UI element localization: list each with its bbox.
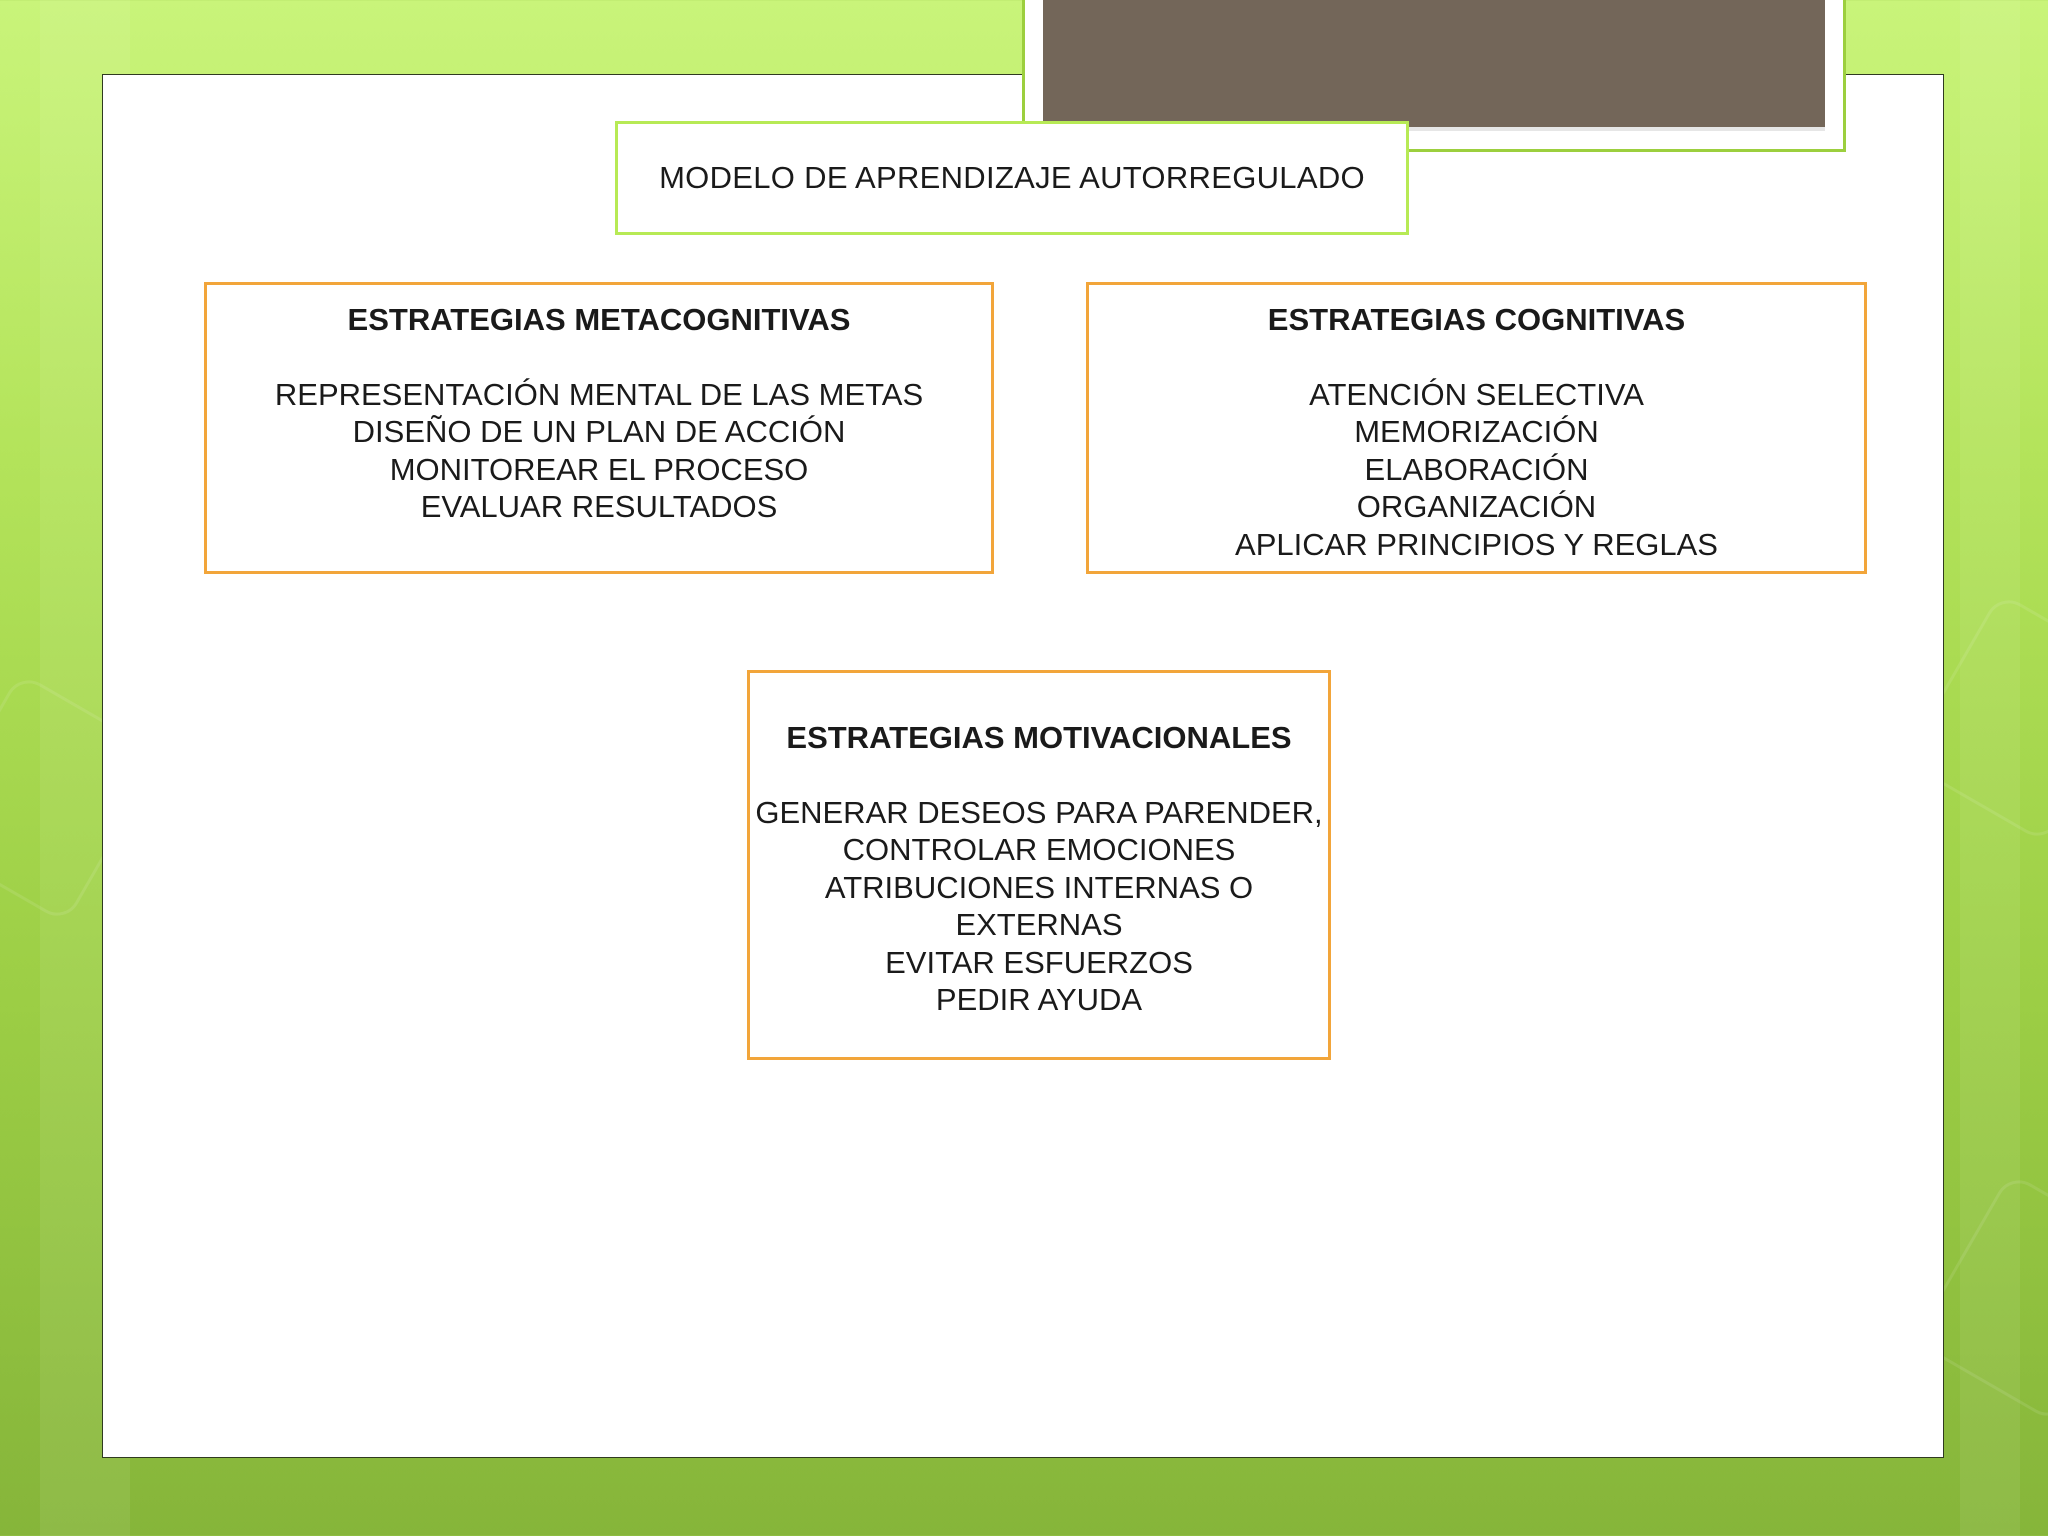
list-item: ORGANIZACIÓN — [1356, 489, 1597, 524]
list-item: GENERAR DESEOS PARA PARENDER, — [755, 794, 1323, 830]
metacognitive-heading: ESTRATEGIAS METACOGNITIVAS — [347, 302, 851, 337]
list-item: EXTERNAS — [955, 907, 1123, 942]
picture-placeholder — [1043, 0, 1825, 131]
list-item: REPRESENTACIÓN MENTAL DE LAS METAS — [274, 376, 924, 412]
page-title: MODELO DE APRENDIZAJE AUTORREGULADO — [659, 160, 1365, 195]
list-item: EVITAR ESFUERZOS — [885, 944, 1193, 980]
list-item: ATENCIÓN SELECTIVA — [1309, 376, 1644, 412]
cognitive-list — [1089, 376, 1864, 564]
cognitive-strategies-box — [1086, 282, 1867, 574]
list-item: MEMORIZACIÓN — [1354, 414, 1599, 449]
motivational-strategies-box — [747, 670, 1331, 1060]
list-item: ATRIBUCIONES INTERNAS O — [824, 869, 1254, 905]
list-item: APLICAR PRINCIPIOS Y REGLAS — [1235, 526, 1718, 562]
motivational-list — [750, 794, 1328, 1019]
cognitive-heading: ESTRATEGIAS COGNITIVAS — [1267, 302, 1686, 337]
list-item: MONITOREAR EL PROCESO — [389, 451, 809, 487]
metacognitive-strategies-box — [204, 282, 994, 574]
title-box — [615, 121, 1409, 235]
list-item: EVALUAR RESULTADOS — [420, 489, 778, 524]
list-item: ELABORACIÓN — [1364, 451, 1589, 487]
list-item: PEDIR AYUDA — [935, 982, 1143, 1017]
list-item: CONTROLAR EMOCIONES — [842, 832, 1236, 867]
motivational-heading: ESTRATEGIAS MOTIVACIONALES — [786, 720, 1292, 755]
metacognitive-list — [207, 376, 991, 526]
list-item: DISEÑO DE UN PLAN DE ACCIÓN — [352, 414, 846, 449]
